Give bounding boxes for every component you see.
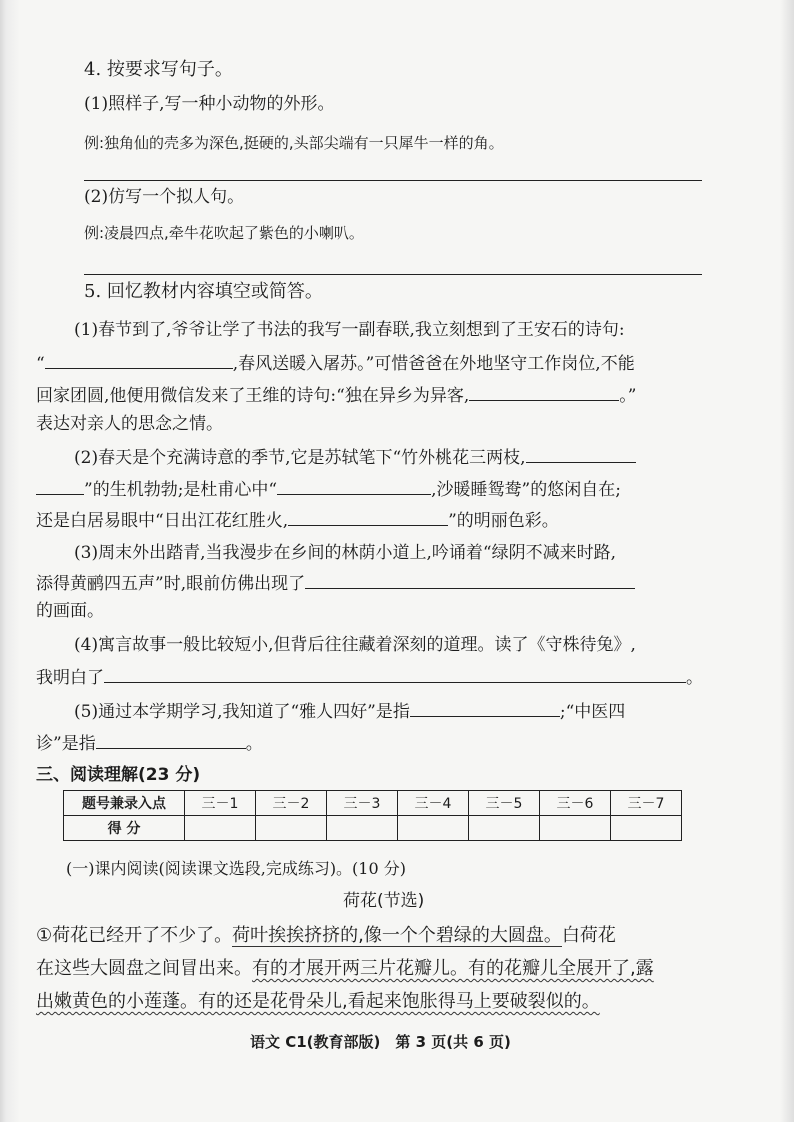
score-table-score-row <box>64 816 682 841</box>
quote-open: “ <box>36 354 45 374</box>
q5-s3-line2 <box>36 570 635 596</box>
q5-blank-2[interactable] <box>469 382 619 401</box>
q5-s4-line1: (4)寓言故事一般比较短小,但背后往往藏着深刻的道理。读了《守株待兔》, <box>74 635 636 655</box>
reading-subheading: (一)课内阅读(阅读课文选段,完成练习)。(10 分) <box>66 859 406 878</box>
q5-s3-line2-text: 添得黄鹂四五声”时,眼前仿佛出现了 <box>36 574 306 594</box>
score-cell[interactable] <box>611 816 682 841</box>
q5-s2-line3 <box>36 507 559 533</box>
q5-s5-line2-a: 诊”是指 <box>36 734 96 754</box>
score-col-1: 三－1 <box>185 791 256 816</box>
q5-s3-line1: (3)周末外出踏青,当我漫步在乡间的林荫小道上,吟诵着“绿阴不减来时路, <box>74 543 616 563</box>
q4-part1-prompt: (1)照样子,写一种小动物的外形。 <box>84 94 335 114</box>
score-col-5: 三－5 <box>469 791 540 816</box>
q5-s4-line2-text: 我明白了 <box>36 668 104 688</box>
q5-s1-line3-text: 回家团圆,他便用微信发来了王维的诗句:“独在异乡为异客, <box>36 386 470 406</box>
q4-part2-answer-line[interactable] <box>84 274 702 275</box>
q5-s2-line3-b: ”的明丽色彩。 <box>448 511 559 531</box>
q5-blank-7[interactable] <box>104 664 686 683</box>
score-col-3: 三－3 <box>327 791 398 816</box>
q5-s5-line1-b: ;“中医四 <box>559 702 626 722</box>
passage-wavy-sentence-1: 有的才展开两三片花瓣儿。有的花瓣儿全展开了,露 <box>252 958 654 979</box>
score-table <box>63 790 682 841</box>
score-col-7: 三－7 <box>611 791 682 816</box>
q5-s2-line2-b: ,沙暖睡鸳鸯”的悠闲自在; <box>431 480 621 500</box>
q5-s2-line2 <box>36 476 621 502</box>
score-cell[interactable] <box>398 816 469 841</box>
q5-s1-line2 <box>36 350 635 376</box>
passage-line1-b: 白荷花 <box>561 925 616 946</box>
score-table-header-row <box>64 791 682 816</box>
q5-s4-line2 <box>36 664 703 690</box>
passage-wavy-sentence-2: 出嫩黄色的小莲蓬。有的还是花骨朵儿,看起来饱胀得马上要破裂似的。 <box>36 991 600 1012</box>
q5-s3-line3: 的画面。 <box>36 601 104 621</box>
q5-s5-line2-end: 。 <box>245 734 263 754</box>
score-cell[interactable] <box>327 816 398 841</box>
q5-blank-5[interactable] <box>288 507 448 526</box>
score-table-header-label: 题号兼录入点 <box>64 791 185 816</box>
score-cell[interactable] <box>185 816 256 841</box>
score-col-6: 三－6 <box>540 791 611 816</box>
q5-s1-line4: 表达对亲人的思念之情。 <box>36 414 223 434</box>
q5-blank-4[interactable] <box>277 476 431 495</box>
q4-heading: 4. 按要求写句子。 <box>84 59 233 80</box>
page-footer: 语文 C1(教育部版) 第 3 页(共 6 页) <box>250 1033 511 1051</box>
passage-line2 <box>36 957 654 981</box>
q4-part2-example: 例:凌晨四点,牵牛花吹起了紫色的小喇叭。 <box>84 224 364 242</box>
q4-part1-answer-line[interactable] <box>84 180 702 181</box>
section3-heading: 三、阅读理解(23 分) <box>36 765 201 785</box>
scan-right-edge <box>780 0 794 1122</box>
score-row-label: 得 分 <box>64 816 185 841</box>
q5-blank-3a[interactable] <box>526 444 636 463</box>
score-cell[interactable] <box>469 816 540 841</box>
q4-part2-prompt: (2)仿写一个拟人句。 <box>84 187 245 207</box>
q5-blank-8[interactable] <box>410 698 560 717</box>
q5-s5-line1-a: (5)通过本学期学习,我知道了“雅人四好”是指 <box>74 702 410 722</box>
q5-s5-line1 <box>74 698 625 724</box>
q5-blank-9[interactable] <box>96 730 246 749</box>
q5-s2-line2-a: ”的生机勃勃;是杜甫心中“ <box>84 480 278 500</box>
score-col-4: 三－4 <box>398 791 469 816</box>
score-cell[interactable] <box>256 816 327 841</box>
q5-blank-6[interactable] <box>305 570 635 589</box>
q5-s1-line3-end: 。” <box>619 386 637 406</box>
scan-left-edge <box>0 0 20 1122</box>
q4-part1-example: 例:独角仙的壳多为深色,挺硬的,头部尖端有一只犀牛一样的角。 <box>84 134 504 152</box>
passage-line1 <box>36 924 616 948</box>
passage-line2-a: 在这些大圆盘之间冒出来。 <box>36 958 252 979</box>
q5-heading: 5. 回忆教材内容填空或简答。 <box>84 281 323 302</box>
q5-s1-line3 <box>36 382 636 408</box>
q5-s2-line3-a: 还是白居易眼中“日出江花红胜火, <box>36 511 289 531</box>
q5-s5-line2 <box>36 730 263 756</box>
passage-title: 荷花(节选) <box>343 891 425 911</box>
q5-s4-line2-end: 。 <box>686 668 703 688</box>
q5-s1-line1: (1)春节到了,爷爷让学了书法的我写一副春联,我立刻想到了王安石的诗句: <box>74 320 625 340</box>
q5-blank-1[interactable] <box>45 350 233 369</box>
passage-line1-a: ①荷花已经开了不少了。 <box>36 925 233 946</box>
q5-s2-line1 <box>74 444 636 470</box>
passage-line3 <box>36 990 600 1014</box>
score-cell[interactable] <box>540 816 611 841</box>
q5-s1-line2-text: ,春风送暖入屠苏。”可惜爸爸在外地坚守工作岗位,不能 <box>232 354 635 374</box>
score-col-2: 三－2 <box>256 791 327 816</box>
passage-underlined-sentence: 荷叶挨挨挤挤的,像一个个碧绿的大圆盘。 <box>232 925 562 946</box>
q5-s2-line1-text: (2)春天是个充满诗意的季节,它是苏轼笔下“竹外桃花三两枝, <box>74 448 526 468</box>
q5-blank-3b[interactable] <box>36 476 84 495</box>
